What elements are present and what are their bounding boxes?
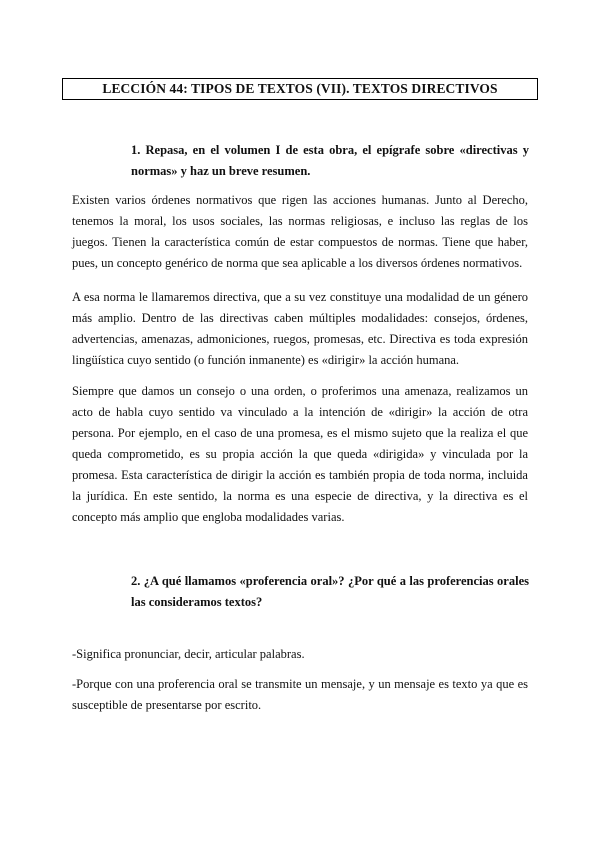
lesson-title: LECCIÓN 44: TIPOS DE TEXTOS (VII). TEXTOS DIRECTIVOS [62,78,538,100]
question-1: 1. Repasa, en el volumen I de esta obra, el epígrafe sobre «directivas y normas» y haz un breve resumen. [131,143,529,178]
question-2: 2. ¿A qué llamamos «proferencia oral»? ¿Por qué a las proferencias orales las consideramos textos? [131,574,529,609]
answer-1-paragraph-3: Siempre que damos un consejo o una orden, o proferimos una amenaza, realizamos un acto de habla cuyo sentido va vinculado a la intención de «dirigir» la acción de otra persona. Por ejemplo, en el caso de una promesa, es el mismo sujeto que la realiza el que queda comprometido, es su propia acción la que queda «dirigida» y vinculada por la promesa. Esta característica de dirigir la acción es también propia de toda norma, incluida la jurídica. En este sentido, la norma es una especie de directiva, y la directiva es el concepto más amplio que engloba modalidades varias. [72,384,528,524]
answer-1-paragraph-2: A esa norma le llamaremos directiva, que a su vez constituye una modalidad de un género más amplio. Dentro de las directivas caben múltiples modalidades: consejos, órdenes, advertencias, amenazas, admoniciones, ruegos, promesas, etc. Directiva es toda expresión lingüística cuyo sentido (o función inmanente) es «dirigir» la acción humana. [72,290,528,367]
answer-1-paragraph-1: Existen varios órdenes normativos que rigen las acciones humanas. Junto al Derecho, tenemos la moral, los usos sociales, las normas religiosas, e incluso las reglas de los juegos. Tienen la característica común de estar compuestos de normas. Tiene que haber, pues, un concepto genérico de norma que sea aplicable a los diversos órdenes normativos. [72,193,528,270]
answer-2-line-1: -Significa pronunciar, decir, articular palabras. [72,647,305,661]
answer-2-line-2: -Porque con una proferencia oral se transmite un mensaje, y un mensaje es texto ya que es susceptible de presentarse por escrito. [72,677,528,712]
